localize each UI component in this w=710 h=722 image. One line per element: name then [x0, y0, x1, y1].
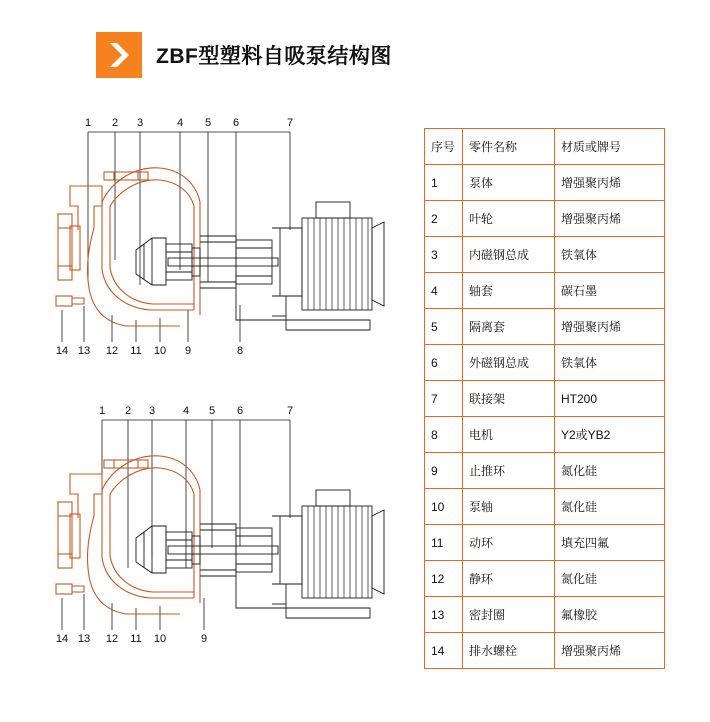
cell-index: 2: [425, 201, 463, 237]
cell-index: 14: [425, 633, 463, 669]
table-row: [425, 633, 665, 669]
cell-partname: 叶轮: [463, 201, 555, 237]
cell-partname: 隔离套: [463, 309, 555, 345]
callout2-top-2: 2: [124, 405, 132, 417]
cell-material: 铁氧体: [555, 345, 665, 381]
header-partname: 零件名称: [463, 129, 555, 165]
callout-bottom-12: 12: [105, 345, 119, 357]
callout2-top-3: 3: [148, 405, 156, 417]
callout2-bottom-14: 14: [55, 633, 69, 645]
table-row: [425, 309, 665, 345]
callout-top-4: 4: [176, 117, 184, 129]
cell-material: 氮化硅: [555, 489, 665, 525]
cell-index: 11: [425, 525, 463, 561]
cell-partname: 动环: [463, 525, 555, 561]
table-row: [425, 345, 665, 381]
page-title: ZBF型塑料自吸泵结构图: [156, 45, 392, 68]
cell-material: 氮化硅: [555, 453, 665, 489]
table-header-row: [425, 129, 665, 165]
cell-partname: 静环: [463, 561, 555, 597]
cell-partname: 联接架: [463, 381, 555, 417]
orange-chevron-icon: [96, 32, 142, 78]
table-row: [425, 597, 665, 633]
cell-index: 13: [425, 597, 463, 633]
cell-material: 填充四氟: [555, 525, 665, 561]
cell-index: 7: [425, 381, 463, 417]
callout-top-5: 5: [204, 117, 212, 129]
header-index: 序号: [425, 129, 463, 165]
pump-structure-diagram-bottom: [40, 398, 410, 678]
page-header: [96, 32, 392, 78]
callout2-top-6: 6: [236, 405, 244, 417]
pump-structure-diagram-top: [40, 110, 410, 390]
callout-bottom-10: 10: [153, 345, 167, 357]
cell-material: HT200: [555, 381, 665, 417]
callout2-top-4: 4: [182, 405, 190, 417]
table-row: [425, 165, 665, 201]
cell-index: 4: [425, 273, 463, 309]
cell-material: 增强聚丙烯: [555, 633, 665, 669]
cell-material: Y2或YB2: [555, 417, 665, 453]
callout-top-2: 2: [111, 117, 119, 129]
callout-bottom-9: 9: [184, 345, 192, 357]
table-row: [425, 561, 665, 597]
table-row: [425, 417, 665, 453]
cell-partname: 止推环: [463, 453, 555, 489]
parts-table-container: [424, 128, 664, 669]
cell-material: 氮化硅: [555, 561, 665, 597]
callout-top-6: 6: [232, 117, 240, 129]
cell-index: 1: [425, 165, 463, 201]
callout-bottom-13: 13: [77, 345, 91, 357]
callout2-top-5: 5: [208, 405, 216, 417]
cell-partname: 泵轴: [463, 489, 555, 525]
callout2-bottom-13: 13: [77, 633, 91, 645]
cell-index: 10: [425, 489, 463, 525]
callout-bottom-11: 11: [130, 345, 142, 357]
cell-material: 氟橡胶: [555, 597, 665, 633]
table-row: [425, 237, 665, 273]
cell-partname: 电机: [463, 417, 555, 453]
cell-index: 3: [425, 237, 463, 273]
cell-partname: 外磁钢总成: [463, 345, 555, 381]
cell-partname: 排水螺栓: [463, 633, 555, 669]
callout2-top-1: 1: [98, 405, 106, 417]
cell-index: 9: [425, 453, 463, 489]
callout2-top-7: 7: [286, 405, 294, 417]
table-row: [425, 201, 665, 237]
cell-partname: 密封圈: [463, 597, 555, 633]
cell-material: 碳石墨: [555, 273, 665, 309]
cell-index: 12: [425, 561, 463, 597]
cell-index: 6: [425, 345, 463, 381]
table-row: [425, 489, 665, 525]
cell-partname: 内磁钢总成: [463, 237, 555, 273]
cell-material: 增强聚丙烯: [555, 201, 665, 237]
table-row: [425, 525, 665, 561]
callout-bottom-8: 8: [236, 345, 244, 357]
table-row: [425, 453, 665, 489]
cell-material: 增强聚丙烯: [555, 165, 665, 201]
cell-material: 铁氧体: [555, 237, 665, 273]
cell-partname: 泵体: [463, 165, 555, 201]
callout2-bottom-11: 11: [130, 633, 142, 645]
parts-table: [424, 128, 665, 669]
callout-top-3: 3: [136, 117, 144, 129]
callout-top-7: 7: [286, 117, 294, 129]
callout2-bottom-10: 10: [153, 633, 167, 645]
table-row: [425, 381, 665, 417]
callout-top-1: 1: [84, 117, 92, 129]
cell-material: 增强聚丙烯: [555, 309, 665, 345]
callout-bottom-14: 14: [55, 345, 69, 357]
cell-index: 5: [425, 309, 463, 345]
callout2-bottom-9: 9: [200, 633, 208, 645]
cell-index: 8: [425, 417, 463, 453]
callout2-bottom-12: 12: [105, 633, 119, 645]
table-row: [425, 273, 665, 309]
header-material: 材质或牌号: [555, 129, 665, 165]
cell-partname: 轴套: [463, 273, 555, 309]
